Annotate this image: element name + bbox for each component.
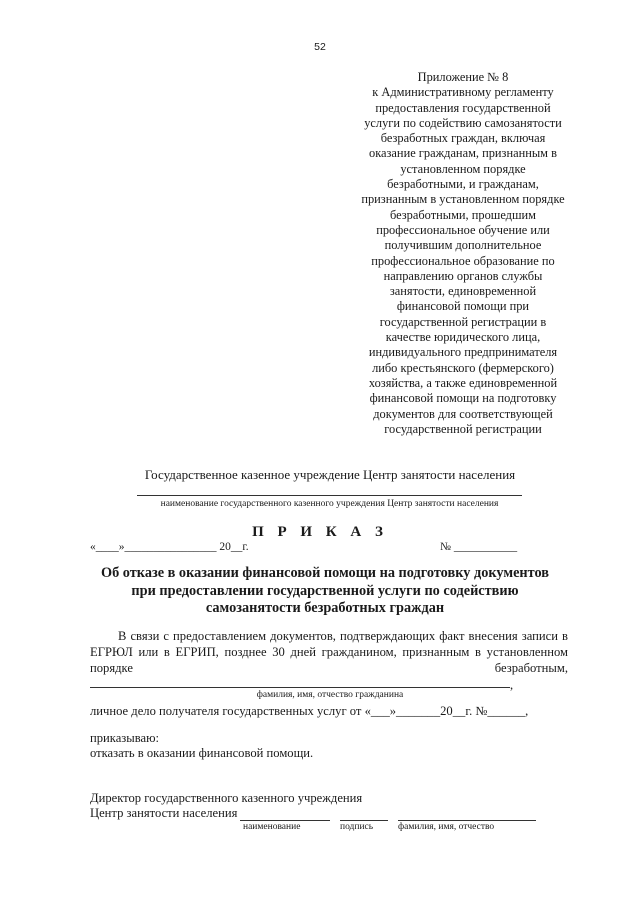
organization-name: Государственное казенное учреждение Центр занятости населения xyxy=(144,467,516,482)
appendix-line: индивидуального предпринимателя xyxy=(368,345,558,360)
subject-line: самозанятости безработных граждан xyxy=(205,600,445,616)
appendix-line: государственной регистрации xyxy=(384,421,542,436)
signature-caption-fio: фамилия, имя, отчество xyxy=(398,822,495,832)
body-line: В связи с предоставлением документов, подтверждающих факт внесения записи в xyxy=(118,629,568,643)
subject-line: Об отказе в оказании финансовой помощи на подготовку документов xyxy=(100,565,550,581)
organization-caption: наименование государственного казенного учреждения Центр занятости населения xyxy=(160,499,499,509)
appendix-line: направлению органов службы xyxy=(383,268,543,283)
appendix-line: к Административному регламенту xyxy=(372,85,554,100)
subject-line: при предоставлении государственной услуги по содействию xyxy=(131,582,519,599)
appendix-line: безработными, и гражданам, xyxy=(387,177,539,192)
appendix-line: занятости, единовременной xyxy=(389,284,537,299)
appendix-line: признанным в установленном порядке xyxy=(361,192,565,207)
body-line-left: порядке xyxy=(90,661,133,675)
appendix-line: Приложение № 8 xyxy=(417,70,509,84)
order-number-field: № ___________ xyxy=(440,541,518,553)
body-paragraph xyxy=(90,628,568,676)
order-word: приказываю: xyxy=(90,731,160,745)
appendix-line: оказание гражданам, признанным в xyxy=(369,146,557,161)
citizen-fio-caption: фамилия, имя, отчество гражданина xyxy=(256,690,404,700)
order-title: П Р И К А З xyxy=(252,524,388,540)
appendix-line: финансовой помощи при xyxy=(396,299,530,314)
appendix-line: либо крестьянского (фермерского) xyxy=(372,360,554,375)
signature-position-line1: Директор государственного казенного учреждения xyxy=(90,791,363,805)
appendix-line: финансовой помощи на подготовку xyxy=(369,391,557,406)
appendix-line: государственной регистрации в xyxy=(379,314,547,329)
body-line-right: безработным, xyxy=(494,661,568,675)
fio-comma: , xyxy=(510,678,514,692)
appendix-line: предоставления государственной xyxy=(375,100,551,115)
appendix-line: безработных граждан, включая xyxy=(380,131,546,146)
signature-sign-field xyxy=(340,820,388,821)
page-number: 52 xyxy=(314,41,326,53)
personal-file-line: личное дело получателя государственных услуг от «___»_______20__г. №______, xyxy=(90,704,529,718)
appendix-line: безработными, прошедшим xyxy=(390,207,536,222)
appendix-line: получившим дополнительное xyxy=(384,238,542,253)
body-line: ЕГРЮЛ или в ЕГРИП, позднее 30 дней гражданином, признанным в установленном xyxy=(90,645,568,659)
organization-underline xyxy=(137,495,522,496)
appendix-line: услуги по содействию самозанятости xyxy=(364,115,562,130)
appendix-line: профессиональное обучение или xyxy=(376,222,550,237)
order-date-field: «____»________________ 20__г. xyxy=(90,541,249,553)
order-subject xyxy=(80,565,570,618)
appendix-header xyxy=(348,70,578,437)
appendix-line: профессиональное образование по xyxy=(371,253,555,268)
appendix-line: установленном порядке xyxy=(400,161,526,176)
appendix-line: документов для соответствующей xyxy=(373,406,553,421)
appendix-line: хозяйства, а также единовременной xyxy=(368,375,558,390)
signature-name-field xyxy=(240,820,330,821)
signature-caption-name: наименование xyxy=(243,822,301,832)
appendix-line: качестве юридического лица, xyxy=(385,330,541,345)
citizen-fio-field xyxy=(90,687,510,688)
body-line xyxy=(90,660,568,676)
decision-text: отказать в оказании финансовой помощи. xyxy=(90,746,314,760)
signature-caption-sign: подпись xyxy=(340,822,374,832)
signature-fio-field xyxy=(398,820,536,821)
signature-position-line2: Центр занятости населения xyxy=(90,806,238,820)
